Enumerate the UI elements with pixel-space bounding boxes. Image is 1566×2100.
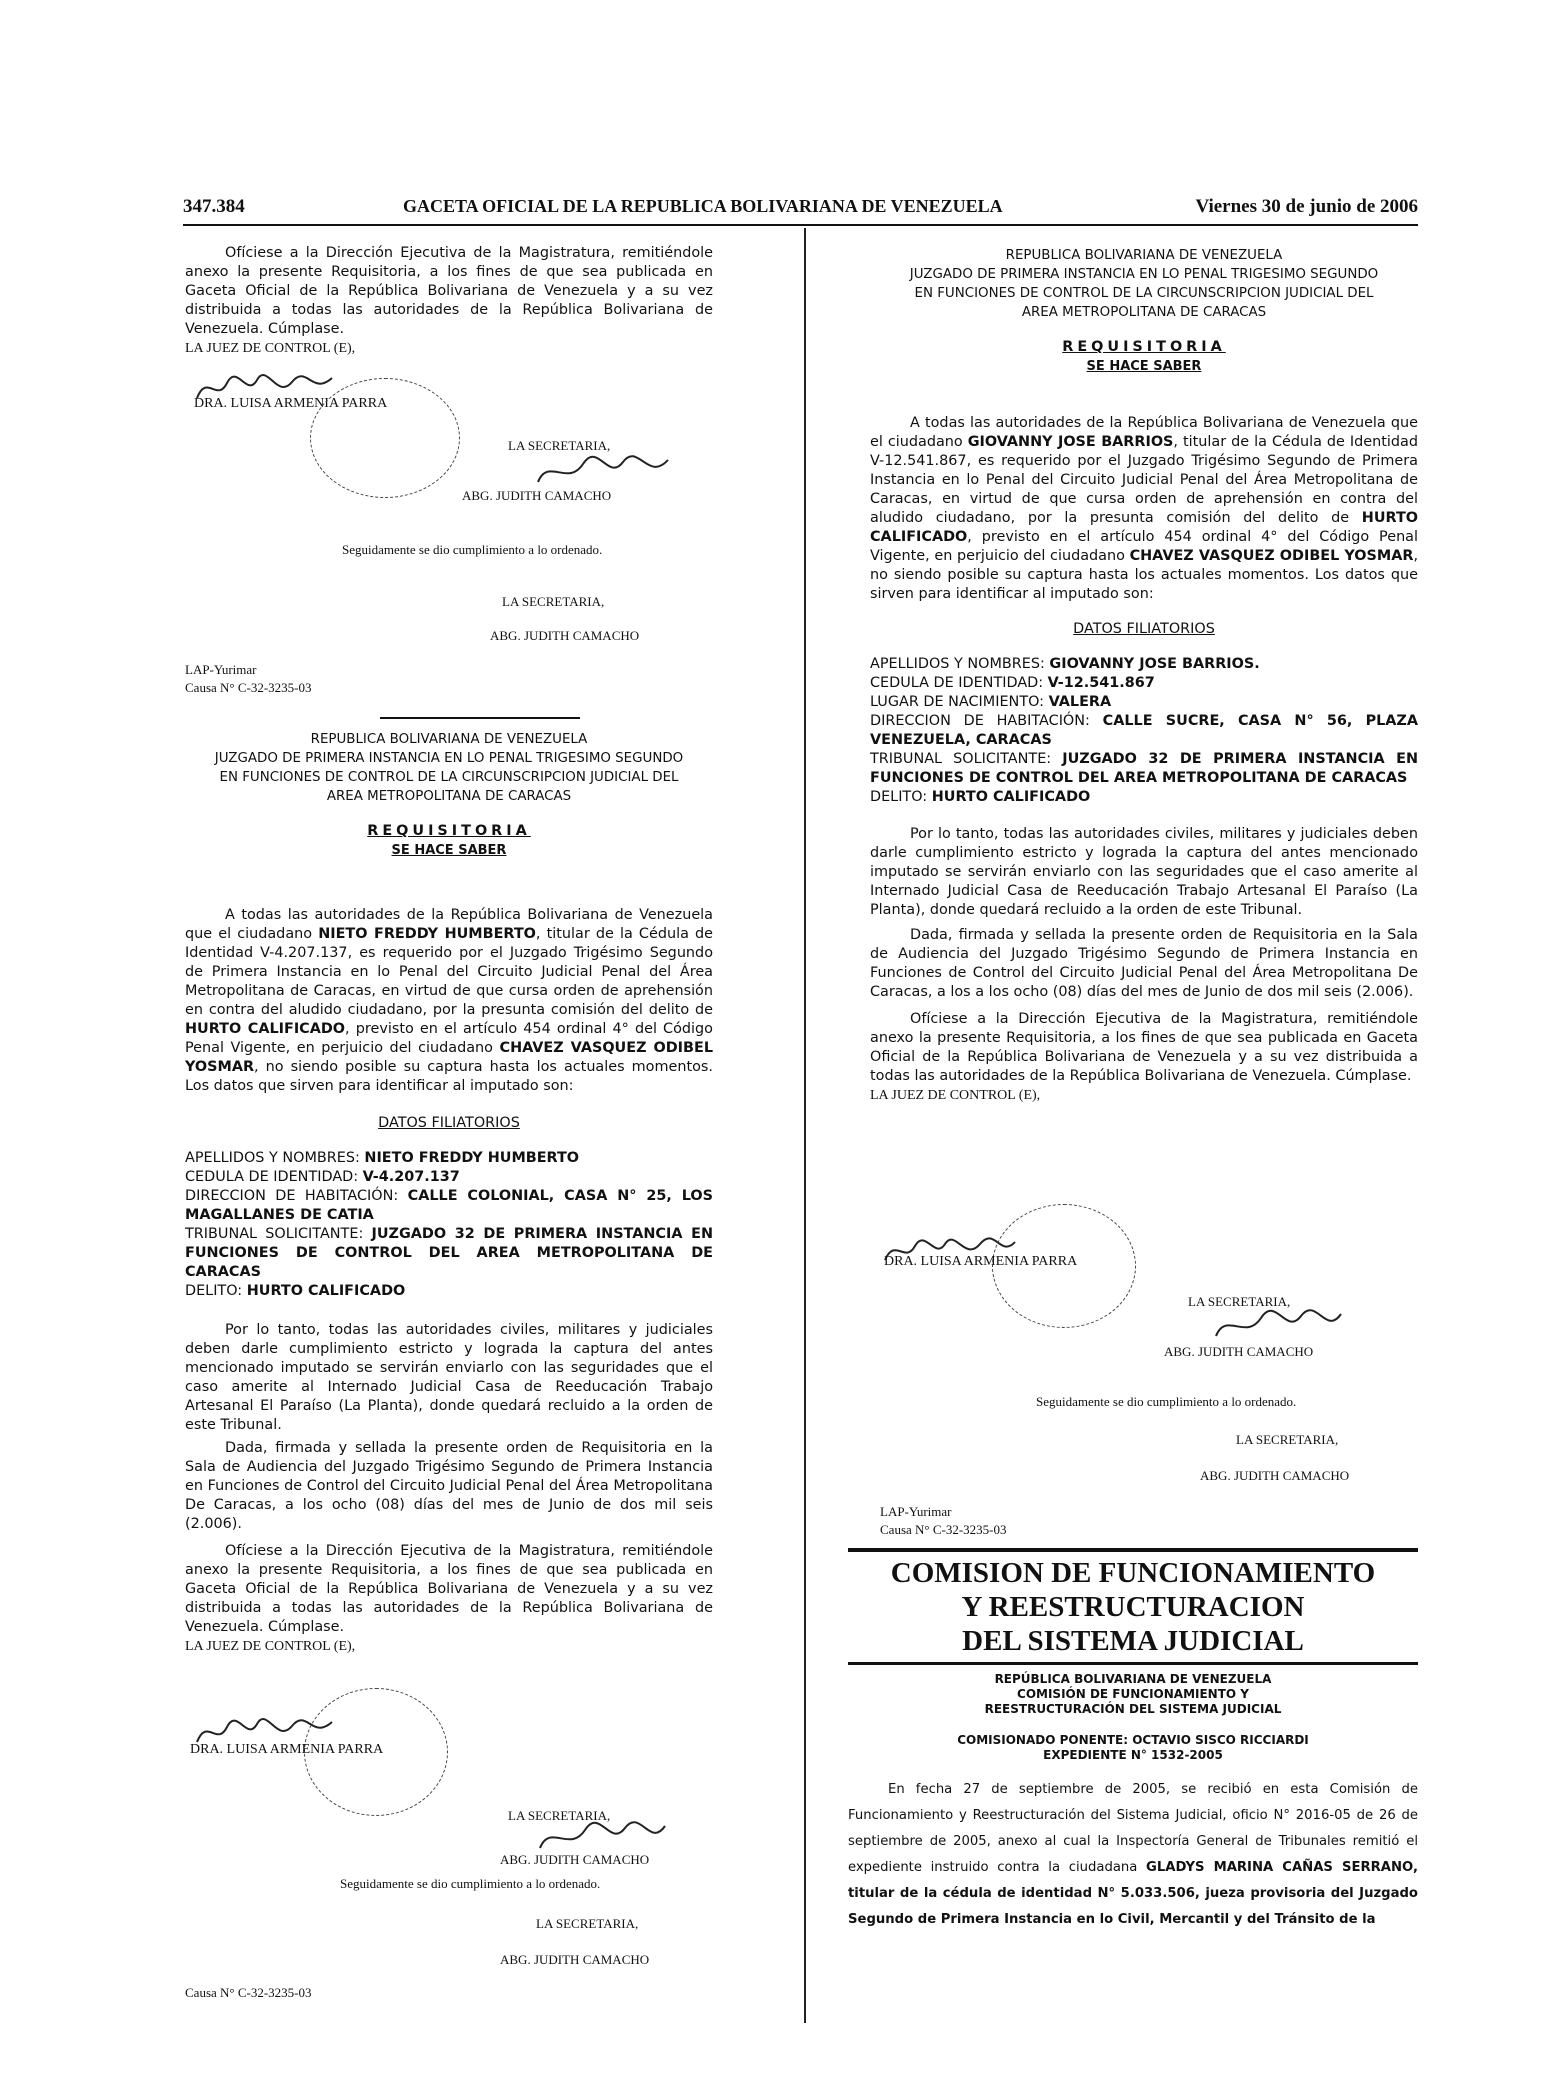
requisitoria-title-right: REQUISITORIA: [1062, 339, 1226, 355]
commission-subheading: REPÚBLICA BOLIVARIANA DE VENEZUELA COMISIÓN DE FUNCIONAMIENTO Y REESTRUCTURACIÓN DEL SISTEMA JUDICIAL: [984, 1672, 1282, 1716]
oficiese-paragraph-right: Ofíciese a la Dirección Ejecutiva de la Magistratura, remitiéndole anexo la presente Requisitoria, a los fines de que sea publicada en Gaceta Oficial de la República Bolivariana de Venezuela y a su vez distribuida a todas las autoridades de la República Bolivariana de Venezuela. Cúmplase.: [870, 1011, 1418, 1084]
reference-lap: LAP-Yurimar: [185, 662, 257, 677]
instruction-paragraph: Por lo tanto, todas las autoridades civiles, militares y judiciales deben darle cumplimiento estricto y lograda la captura del antes mencionado imputado se servirán enviarlo con las seguridades que el caso amerite al Internado Judicial Casa de Reeducación Trabajo Artesanal El Paraíso (La Planta), donde quedará recluido a la orden de este Tribunal.: [185, 1322, 713, 1433]
datos-filiatorios-title-right: DATOS FILIATORIOS: [1073, 621, 1215, 637]
secretary-name-4: ABG. JUDITH CAMACHO: [500, 1952, 650, 1967]
court-heading: REPUBLICA BOLIVARIANA DE VENEZUELA JUZGADO DE PRIMERA INSTANCIA EN LO PENAL TRIGESIMO SEGUNDO EN FUNCIONES DE CONTROL DE LA CIRCUNSCRIPCION JUDICIAL DEL AREA METROPOLITANA DE CARACAS: [214, 732, 684, 804]
requisitoria-subtitle: SE HACE SABER: [391, 843, 507, 858]
left-requisitoria: [185, 730, 713, 1656]
followup-note-right: Seguidamente se dio cumplimiento a lo ordenado.: [1036, 1394, 1297, 1409]
secretary-title: LA SECRETARIA,: [508, 438, 611, 453]
secretary-signature: [528, 452, 678, 492]
reference-causa-right: Causa N° C-32-3235-03: [880, 1522, 1007, 1537]
dated-paragraph: Dada, firmada y sellada la presente orden de Requisitoria en la Sala de Audiencia del Juzgado Trigésimo Segundo de Primera Instancia en Funciones de Control del Circuito Judicial Penal del Área Metropolitana De Caracas, a los ocho (08) días del mes de Junio de dos mil seis (2.006).: [185, 1440, 713, 1532]
header-rule: [183, 224, 1418, 226]
gazette-header: [183, 196, 1418, 222]
oficiese-paragraph: Ofíciese a la Dirección Ejecutiva de la Magistratura, remitiéndole anexo la presente Requisitoria, a los fines de que sea publicada en Gaceta Oficial de la República Bolivariana de Venezuela y a su vez distribuida a todas las autoridades de la República Bolivariana de Venezuela. Cúmplase.: [185, 1543, 713, 1635]
secretary-title-3: LA SECRETARIA,: [508, 1808, 611, 1823]
commission-top-rule: [848, 1548, 1418, 1552]
commission-ponente: COMISIONADO PONENTE: OCTAVIO SISCO RICCIARDI: [957, 1733, 1309, 1747]
judge-title-3: LA JUEZ DE CONTROL (E),: [185, 1639, 356, 1654]
commission-paragraph: En fecha 27 de septiembre de 2005, se recibió en esta Comisión de Funcionamiento y Reestructuración del Sistema Judicial, oficio N° 2016-05 de 26 de septiembre de 2005, anexo al cual la Inspectoría General de Tribunales remitió el expediente instruido contra la ciudadana GLADYS MARINA CAÑAS SERRANO, titular de la cédula de identidad N° 5.033.506, jueza provisoria del Juzgado Segundo de Primera Instancia en lo Civil, Mercantil y del Tránsito de la: [848, 1782, 1418, 1927]
judge-title-right: LA JUEZ DE CONTROL (E),: [870, 1088, 1041, 1103]
judge-name: DRA. LUISA ARMENIA PARRA: [194, 396, 388, 411]
judge-name-right: DRA. LUISA ARMENIA PARRA: [884, 1254, 1078, 1269]
section-divider: [380, 717, 580, 719]
court-seal: [310, 378, 460, 498]
field-row: DELITO: HURTO CALIFICADO: [185, 1283, 406, 1299]
followup-note-3: Seguidamente se dio cumplimiento a lo ordenado.: [340, 1876, 601, 1891]
followup-note: Seguidamente se dio cumplimiento a lo ordenado.: [342, 542, 603, 557]
field-row: CEDULA DE IDENTIDAD: V-4.207.137: [185, 1169, 460, 1185]
secretary-signature-right: [1206, 1306, 1346, 1346]
secretary-name-right: ABG. JUDITH CAMACHO: [1164, 1344, 1314, 1359]
right-requisitoria: [870, 246, 1418, 1105]
reference-causa: Causa N° C-32-3235-03: [185, 680, 312, 695]
datos-filiatorios-list: [185, 1149, 713, 1301]
commission-body: [848, 1672, 1418, 1933]
judge-title: LA JUEZ DE CONTROL (E),: [185, 341, 356, 356]
datos-filiatorios-list-right: [870, 655, 1418, 807]
field-row: DIRECCION DE HABITACIÓN: CALLE SUCRE, CASA N° 56, PLAZA VENEZUELA, CARACAS: [870, 713, 1419, 748]
field-row: APELLIDOS Y NOMBRES: GIOVANNY JOSE BARRIOS.: [870, 656, 1260, 672]
requisitoria-subtitle-right: SE HACE SABER: [1086, 359, 1202, 374]
court-heading-right: REPUBLICA BOLIVARIANA DE VENEZUELA JUZGADO DE PRIMERA INSTANCIA EN LO PENAL TRIGESIMO SEGUNDO EN FUNCIONES DE CONTROL DE LA CIRCUNSCRIPCION JUDICIAL DEL AREA METROPOLITANA DE CARACAS: [909, 248, 1379, 320]
secretary-name-2: ABG. JUDITH CAMACHO: [490, 628, 640, 643]
judge-name-3: DRA. LUISA ARMENIA PARRA: [190, 1742, 384, 1757]
secretary-name-3: ABG. JUDITH CAMACHO: [500, 1852, 650, 1867]
requisitoria-title: REQUISITORIA: [367, 823, 531, 839]
issue-date: Viernes 30 de junio de 2006: [1195, 196, 1418, 217]
field-row: DIRECCION DE HABITACIÓN: CALLE COLONIAL, CASA N° 25, LOS MAGALLANES DE CATIA: [185, 1188, 713, 1223]
commission-section: [848, 1556, 1418, 1658]
reference-causa-3: Causa N° C-32-3235-03: [185, 1985, 312, 2000]
field-row: APELLIDOS Y NOMBRES: NIETO FREDDY HUMBERTO: [185, 1150, 580, 1166]
commission-title: COMISION DE FUNCIONAMIENTO Y REESTRUCTURACION DEL SISTEMA JUDICIAL: [890, 1557, 1376, 1657]
secretary-title-4: LA SECRETARIA,: [536, 1916, 639, 1931]
field-row: CEDULA DE IDENTIDAD: V-12.541.867: [870, 675, 1155, 691]
secretary-title-2-right: LA SECRETARIA,: [1236, 1432, 1339, 1447]
commission-expediente: EXPEDIENTE N° 1532-2005: [1043, 1748, 1223, 1762]
requisitoria-body: A todas las autoridades de la República Bolivariana de Venezuela que el ciudadano NIETO FREDDY HUMBERTO, titular de la Cédula de Identidad V-4.207.137, es requerido por el Juzgado Trigésimo Segundo de Primera Instancia en lo Penal del Circuito Judicial Penal del Área Metropolitana de Caracas, en virtud de que cursa orden de aprehensión en contra del aludido ciudadano, por la presunta comisión del delito de HURTO CALIFICADO, previsto en el artículo 454 ordinal 4° del Código Penal Vigente, en perjuicio del ciudadano CHAVEZ VASQUEZ ODIBEL YOSMAR, no siendo posible su captura hasta los actuales momentos. Los datos que sirven para identificar al imputado son:: [185, 907, 713, 1094]
instruction-paragraph-right: Por lo tanto, todas las autoridades civiles, militares y judiciales deben darle cumplimiento estricto y lograda la captura del antes mencionado imputado se servirán enviarlo con las seguridades que el caso amerite al Internado Judicial Casa de Reeducación Trabajo Artesanal El Paraíso (La Planta), donde quedará recluido a la orden de este Tribunal.: [870, 826, 1418, 918]
datos-filiatorios-title: DATOS FILIATORIOS: [378, 1115, 520, 1131]
left-column-top: [185, 244, 713, 358]
field-row: DELITO: HURTO CALIFICADO: [870, 789, 1091, 805]
reference-lap-right: LAP-Yurimar: [880, 1504, 952, 1519]
commission-bottom-rule: [848, 1662, 1418, 1665]
dated-paragraph-right: Dada, firmada y sellada la presente orden de Requisitoria en la Sala de Audiencia del Juzgado Trigésimo Segundo de Primera Instancia en Funciones de Control del Circuito Judicial Penal del Área Metropolitana De Caracas, a los a los ocho (08) días del mes de Junio de dos mil seis (2.006).: [870, 927, 1418, 1000]
secretary-title-2: LA SECRETARIA,: [502, 594, 605, 609]
continued-paragraph: Ofíciese a la Dirección Ejecutiva de la Magistratura, remitiéndole anexo la presente Requisitoria, a los fines de que sea publicada en Gaceta Oficial de la República Bolivariana de Venezuela y a su vez distribuida a todas las autoridades de la República Bolivariana de Venezuela. Cúmplase.: [185, 245, 713, 337]
column-divider: [804, 228, 806, 2023]
gazette-title: GACETA OFICIAL DE LA REPUBLICA BOLIVARIANA DE VENEZUELA: [403, 196, 1003, 216]
field-row: TRIBUNAL SOLICITANTE: JUZGADO 32 DE PRIMERA INSTANCIA EN FUNCIONES DE CONTROL DEL AREA METROPOLITANA DE CARACAS: [185, 1226, 713, 1280]
secretary-name-2-right: ABG. JUDITH CAMACHO: [1200, 1468, 1350, 1483]
field-row: LUGAR DE NACIMIENTO: VALERA: [870, 694, 1112, 710]
secretary-title-right: LA SECRETARIA,: [1188, 1294, 1291, 1309]
page-number: 347.384: [183, 196, 245, 217]
secretary-name: ABG. JUDITH CAMACHO: [462, 488, 612, 503]
field-row: TRIBUNAL SOLICITANTE: JUZGADO 32 DE PRIMERA INSTANCIA EN FUNCIONES DE CONTROL DEL AREA METROPOLITANA DE CARACAS: [870, 751, 1419, 786]
requisitoria-body-right: A todas las autoridades de la República Bolivariana de Venezuela que el ciudadano GIOVANNY JOSE BARRIOS, titular de la Cédula de Identidad V-12.541.867, es requerido por el Juzgado Trigésimo Segundo de Primera Instancia en lo Penal del Circuito Judicial Penal del Área Metropolitana de Caracas, en virtud de que cursa orden de aprehensión en contra del aludido ciudadano, por la presunta comisión del delito de HURTO CALIFICADO, previsto en el artículo 454 ordinal 4° del Código Penal Vigente, en perjuicio del ciudadano CHAVEZ VASQUEZ ODIBEL YOSMAR, no siendo posible su captura hasta los actuales momentos. Los datos que sirven para identificar al imputado son:: [870, 415, 1419, 602]
